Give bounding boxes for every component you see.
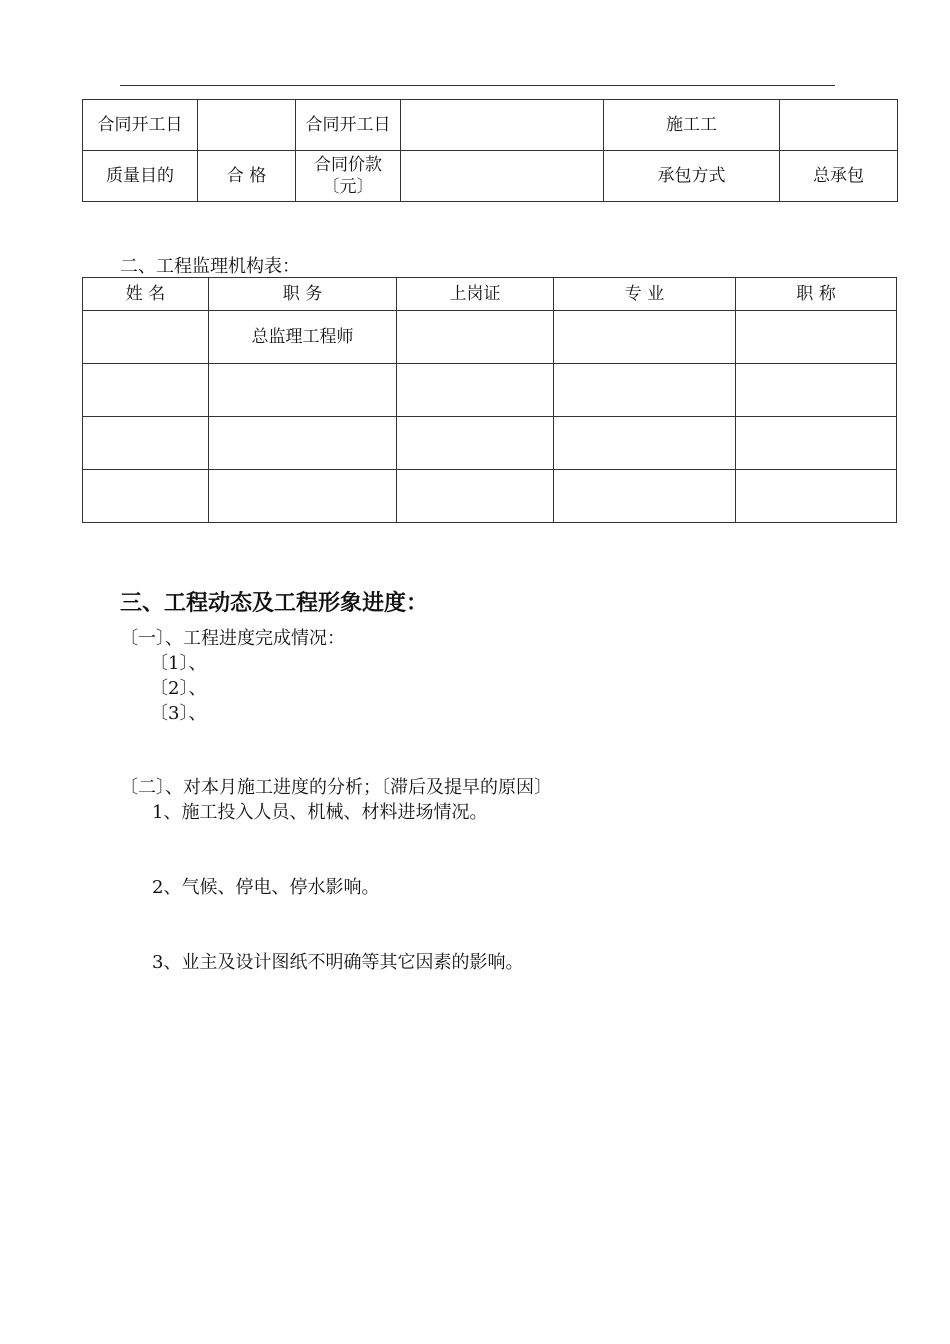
project-info-table [82, 99, 898, 202]
cell [209, 470, 397, 523]
contract-start-label-2: 合同开工日 [296, 100, 401, 151]
cell [397, 470, 554, 523]
progress-subheading: 〔一〕、工程进度完成情况： [120, 628, 345, 649]
cell [209, 417, 397, 470]
cell [209, 364, 397, 417]
cell [554, 417, 736, 470]
construction-label: 施工工 [604, 100, 780, 151]
cell [83, 364, 209, 417]
header-name: 姓 名 [83, 278, 209, 311]
section3-heading: 三、工程动态及工程形象进度： [120, 590, 429, 616]
cell [736, 311, 897, 364]
progress-item-1: 〔1〕、 [150, 653, 207, 674]
contract-mode-value: 总承包 [780, 151, 898, 202]
cell [736, 417, 897, 470]
header-certificate: 上岗证 [397, 278, 554, 311]
table-row [83, 311, 897, 364]
header-specialty: 专 业 [554, 278, 736, 311]
contract-start-label: 合同开工日 [83, 100, 198, 151]
table-header-row [83, 278, 897, 311]
cell [83, 311, 209, 364]
header-position: 职 务 [209, 278, 397, 311]
cell [736, 470, 897, 523]
contract-mode-label: 承包方式 [604, 151, 780, 202]
header-title: 职 称 [736, 278, 897, 311]
cell [554, 364, 736, 417]
contract-start-value-2 [401, 100, 604, 151]
table-row [83, 417, 897, 470]
cell [83, 470, 209, 523]
table-row [83, 100, 898, 151]
table-row [83, 151, 898, 202]
contract-start-value [198, 100, 296, 151]
table-row [83, 364, 897, 417]
contract-price-value [401, 151, 604, 202]
cell [83, 417, 209, 470]
analysis-point-2: 2、气候、停电、停水影响。 [152, 877, 380, 898]
progress-item-2: 〔2〕、 [150, 678, 207, 699]
cell [397, 364, 554, 417]
quality-goal-label: 质量目的 [83, 151, 198, 202]
analysis-subheading: 〔二〕、对本月施工进度的分析；〔滞后及提早的原因〕 [120, 777, 552, 798]
cell [397, 417, 554, 470]
cell [397, 311, 554, 364]
table-row [83, 470, 897, 523]
supervision-table [82, 277, 897, 523]
cell [736, 364, 897, 417]
cell [554, 470, 736, 523]
header-rule [120, 85, 835, 86]
construction-value [780, 100, 898, 151]
cell: 总监理工程师 [209, 311, 397, 364]
quality-goal-value: 合 格 [198, 151, 296, 202]
cell [554, 311, 736, 364]
supervision-table-caption: 二、工程监理机构表： [120, 256, 300, 277]
progress-item-3: 〔3〕、 [150, 703, 207, 724]
contract-price-label: 合同价款〔元〕 [296, 151, 401, 202]
analysis-point-1: 1、施工投入人员、机械、材料进场情况。 [152, 802, 488, 823]
analysis-point-3: 3、业主及设计图纸不明确等其它因素的影响。 [152, 952, 524, 973]
